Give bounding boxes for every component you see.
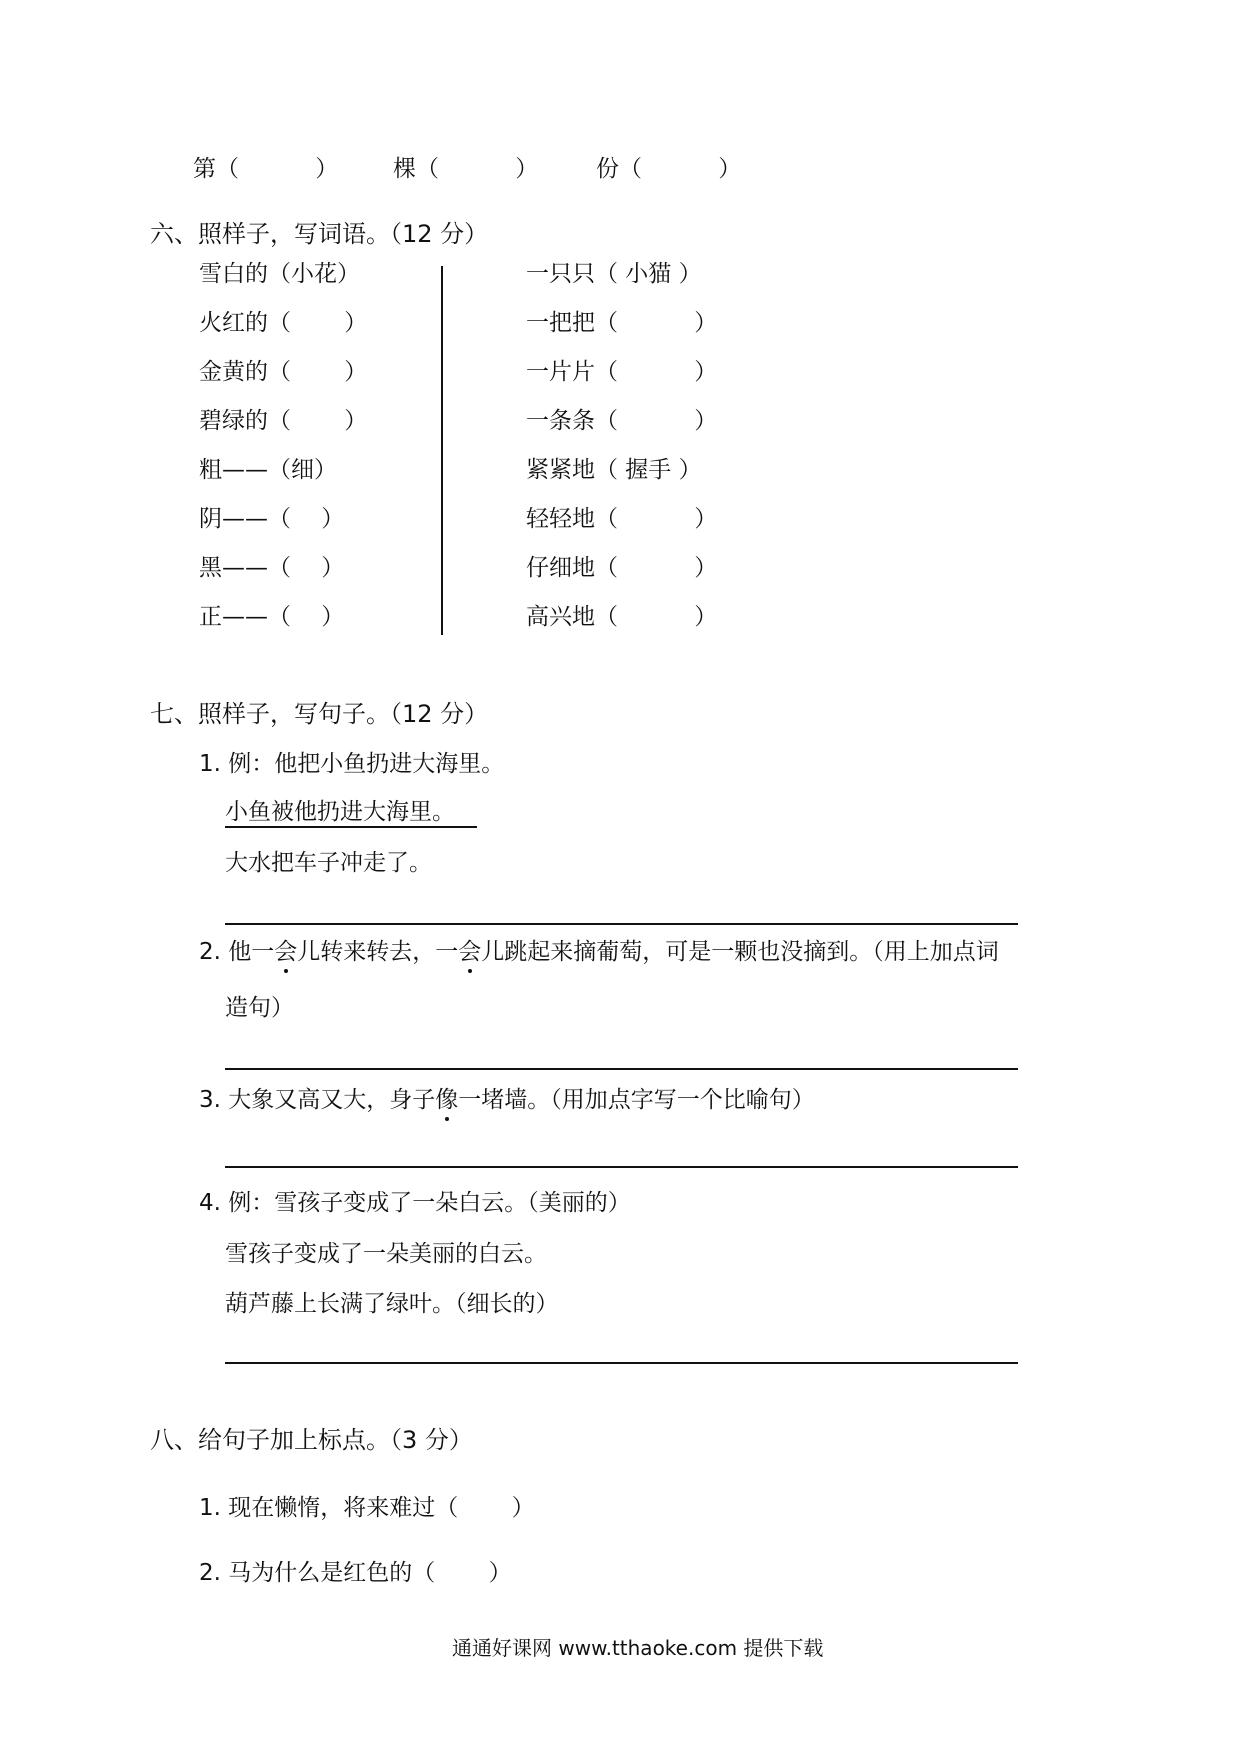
s7-q3-text [199,1089,815,1112]
section6-title: 六、照样子，写词语。（12 分） [150,220,489,248]
s7-q1-example: 1. 例：他把小鱼扔进大海里。 [199,751,505,777]
s7-q4-answer: 雪孩子变成了一朵美丽的白云。 [225,1241,547,1267]
s6-left-6: 阴——（ ） [199,506,345,532]
s7-q1-answer: 小鱼被他扔进大海里。 [225,799,455,825]
s7-q3-dotted: 像 [435,1087,459,1113]
s7-q2-dotted-2: 一会儿 [435,939,505,965]
s7-q1-answer-line [225,923,1018,925]
s7-q2-line2: 造句） [225,995,294,1021]
s7-q2-mid1: 转来转去， [320,939,436,965]
s6-right-6: 轻轻地（ ） [526,506,718,532]
s6-right-5: 紧紧地（ 握手 ） [526,457,702,483]
blank-fen: 份（ ） [596,156,742,182]
s7-q3-post: 一堵墙。（用加点字写一个比喻句） [458,1087,815,1113]
s6-left-8: 正——（ ） [199,604,345,630]
section8-title: 八、给句子加上标点。（3 分） [150,1426,473,1454]
s7-q4-answer-line [225,1362,1018,1364]
s7-q1-answer-underline [225,826,477,828]
s7-q2-answer-line [225,1068,1018,1070]
blank-di: 第（ ） [193,156,339,182]
s7-q2-text [199,941,999,964]
blank-ke: 棵（ ） [393,156,539,182]
s6-right-4: 一条条（ ） [526,408,718,434]
s7-q4-example: 4. 例：雪孩子变成了一朵白云。（美丽的） [199,1190,631,1216]
s7-q3-answer-line [225,1166,1018,1168]
s7-q3-pre: 3. 大象又高又大，身子 [199,1087,436,1113]
s8-q2: 2. 马为什么是红色的（ ） [199,1560,512,1586]
s6-left-2: 火红的（ ） [199,310,368,336]
s6-right-8: 高兴地（ ） [526,604,718,630]
s6-right-3: 一片片（ ） [526,359,718,385]
s8-q1: 1. 现在懒惰，将来难过（ ） [199,1495,535,1521]
s7-q2-pre: 2. 他 [199,939,252,965]
s6-right-1: 一只只（ 小猫 ） [526,261,702,287]
footer-text: 通通好课网 www.tthaoke.com 提供下载 [452,1636,824,1660]
s6-left-1: 雪白的（小花） [199,261,360,287]
s7-q2-dotted-1: 一会儿 [251,939,321,965]
section7-title: 七、照样子，写句子。（12 分） [150,700,489,728]
column-divider [441,266,443,635]
s6-right-2: 一把把（ ） [526,310,718,336]
s6-left-5: 粗——（细） [199,457,337,483]
s6-left-4: 碧绿的（ ） [199,408,368,434]
s7-q1-prompt: 大水把车子冲走了。 [225,850,432,876]
s7-q2-mid2: 跳起来摘葡萄，可是一颗也没摘到。（用上加点词 [504,939,999,965]
s6-left-3: 金黄的（ ） [199,359,368,385]
s7-q4-prompt: 葫芦藤上长满了绿叶。（细长的） [225,1291,559,1317]
s6-right-7: 仔细地（ ） [526,555,718,581]
s6-left-7: 黑——（ ） [199,555,345,581]
